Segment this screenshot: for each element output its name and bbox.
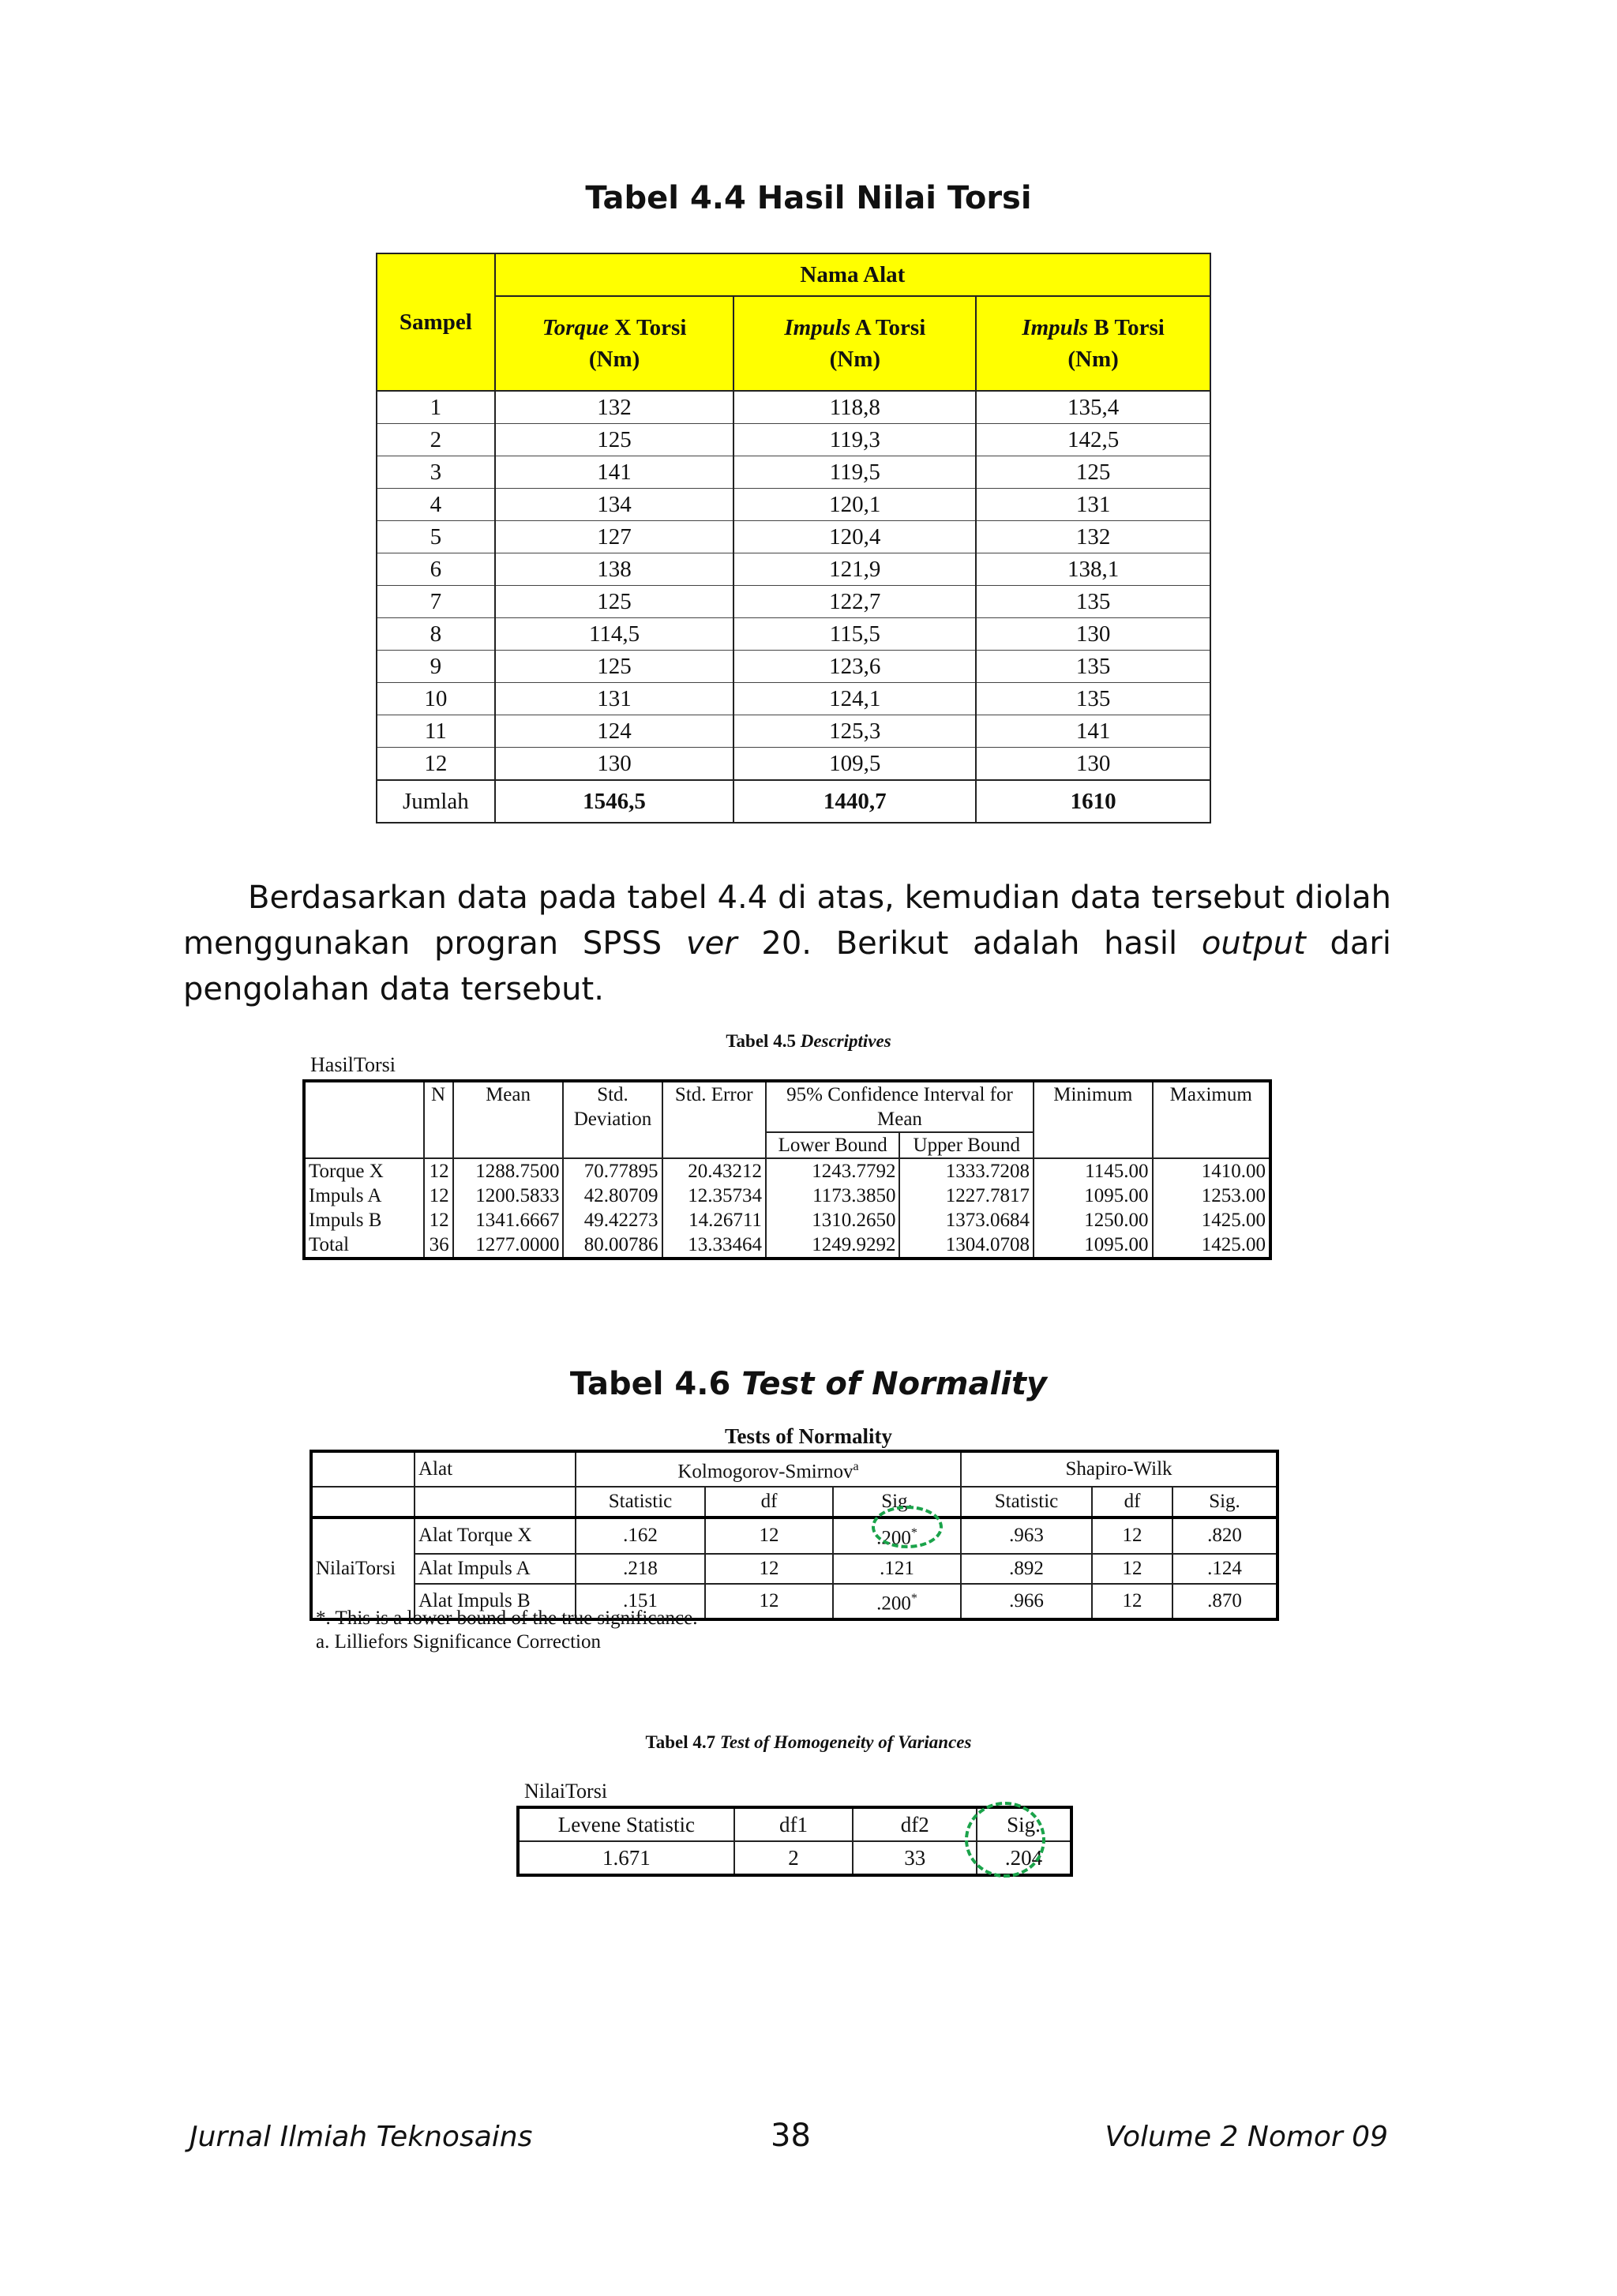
table44-cell: 127 <box>495 521 734 553</box>
table44-cell: 11 <box>377 715 495 748</box>
table44-cell: 118,8 <box>733 391 976 424</box>
table44-row <box>377 456 1210 489</box>
table44 <box>376 253 1211 823</box>
table44-cell: 1 <box>377 391 495 424</box>
t45-value-mean: 1277.0000 <box>475 1234 560 1255</box>
t46-cell: .200* <box>833 1518 961 1553</box>
t46-row-alat: Alat Torque X <box>415 1518 576 1553</box>
table44-cell: 124,1 <box>733 683 976 715</box>
body-paragraph: Berdasarkan data pada tabel 4.4 di atas, kemudian data tersebut diolah menggunakan progran SPSS ver 20. Berikut adalah hasil output dari pengolahan data tersebut. <box>183 880 1391 1007</box>
t47-df1: 2 <box>734 1841 854 1875</box>
table45 <box>302 1079 1272 1260</box>
table44-cell: 130 <box>976 618 1210 651</box>
table44-cell: 9 <box>377 651 495 683</box>
t45-value-max: 1425.00 <box>1201 1234 1266 1255</box>
table44-row <box>377 683 1210 715</box>
t45-value-max: 1410.00 <box>1201 1161 1266 1182</box>
t45-value-up: 1304.0708 <box>945 1234 1030 1255</box>
t47-h-levene: Levene Statistic <box>518 1807 734 1841</box>
t46-h-sw-df: df <box>1092 1487 1172 1518</box>
t45-h-se: Std. Error <box>662 1081 766 1158</box>
t47-df2: 33 <box>853 1841 977 1875</box>
t45-value-up: 1373.0684 <box>945 1210 1030 1231</box>
t45-col-max <box>1153 1158 1271 1259</box>
table44-cell: 114,5 <box>495 618 734 651</box>
t45-col-se <box>662 1158 766 1259</box>
table44-cell: 119,3 <box>733 424 976 456</box>
table44-cell: 125,3 <box>733 715 976 748</box>
t45-value-up: 1333.7208 <box>945 1161 1030 1182</box>
table44-sum-impuls-a: 1440,7 <box>733 780 976 823</box>
table44-cell: 125 <box>976 456 1210 489</box>
table44-cell: 132 <box>976 521 1210 553</box>
table44-cell: 125 <box>495 651 734 683</box>
footer-journal: Jurnal Ilmiah Teknosains <box>189 2121 533 2153</box>
t45-value-mean: 1288.7500 <box>475 1161 560 1182</box>
t45-value-min: 1145.00 <box>1085 1161 1149 1182</box>
t45-value-max: 1253.00 <box>1201 1185 1266 1206</box>
table44-cell: 109,5 <box>733 748 976 781</box>
table44-col-sampel: Sampel <box>377 253 495 391</box>
table44-cell: 131 <box>976 489 1210 521</box>
sig-circle-annotation <box>965 1802 1045 1878</box>
t47-h-df2: df2 <box>853 1807 977 1841</box>
t45-col-up <box>899 1158 1034 1259</box>
table46-note1: *. This is a lower bound of the true significance. <box>316 1608 698 1629</box>
t46-h-alat: Alat <box>415 1451 576 1487</box>
t45-value-lo: 1243.7792 <box>812 1161 896 1182</box>
table44-cell: 125 <box>495 424 734 456</box>
t45-h-mean: Mean <box>453 1081 564 1158</box>
table44-cell: 135 <box>976 683 1210 715</box>
table44-cell: 120,1 <box>733 489 976 521</box>
t46-row-alat: Alat Impuls A <box>415 1554 576 1584</box>
t46-cell: .966 <box>961 1584 1092 1619</box>
table46 <box>310 1450 1279 1621</box>
table44-col-impuls-a: Impuls A Torsi (Nm) <box>733 296 976 391</box>
t45-h-max: Maximum <box>1153 1081 1271 1158</box>
t45-value-n: 36 <box>429 1234 449 1255</box>
t46-cell: .963 <box>961 1518 1092 1553</box>
t45-h-upper: Upper Bound <box>899 1132 1034 1158</box>
table44-cell: 7 <box>377 586 495 618</box>
t45-col-mean <box>453 1158 564 1259</box>
t45-h-sd: Std. Deviation <box>563 1081 662 1158</box>
t45-value-mean: 1341.6667 <box>475 1210 560 1231</box>
t45-h-min: Minimum <box>1034 1081 1152 1158</box>
t45-col-lo <box>766 1158 900 1259</box>
table44-row <box>377 391 1210 424</box>
table44-row <box>377 424 1210 456</box>
footer-page-number: 38 <box>771 2118 811 2154</box>
table47-label: NilaiTorsi <box>524 1780 608 1803</box>
table44-cell: 141 <box>976 715 1210 748</box>
table44-cell: 130 <box>976 748 1210 781</box>
table44-cell: 2 <box>377 424 495 456</box>
t45-value-min: 1095.00 <box>1084 1234 1149 1255</box>
table44-col-group: Nama Alat <box>495 253 1210 296</box>
table44-cell: 142,5 <box>976 424 1210 456</box>
t47-h-sig: Sig. <box>977 1807 1071 1841</box>
t45-value-sd: 80.00786 <box>583 1234 658 1255</box>
t47-levene: 1.671 <box>518 1841 734 1875</box>
t45-value-se: 12.35734 <box>688 1185 762 1206</box>
t46-row-alat: Alat Impuls B <box>415 1584 576 1619</box>
table45-label: HasilTorsi <box>310 1053 396 1076</box>
t45-value-n: 12 <box>429 1161 449 1182</box>
t46-cell: .892 <box>961 1554 1092 1584</box>
t46-cell: 12 <box>705 1518 833 1553</box>
table44-row <box>377 748 1210 781</box>
t45-value-up: 1227.7817 <box>945 1185 1030 1206</box>
t46-h-ks-stat: Statistic <box>576 1487 705 1518</box>
t46-cell: .218 <box>576 1554 705 1584</box>
t46-h-sw-sig: Sig. <box>1172 1487 1277 1518</box>
t46-cell: 12 <box>1092 1584 1172 1619</box>
table44-cell: 141 <box>495 456 734 489</box>
table44-cell: 8 <box>377 618 495 651</box>
t46-cell: 12 <box>705 1554 833 1584</box>
t45-value-n: 12 <box>429 1210 449 1231</box>
t46-cell: .870 <box>1172 1584 1277 1619</box>
t46-cell: .820 <box>1172 1518 1277 1553</box>
table44-row <box>377 586 1210 618</box>
table44-row <box>377 521 1210 553</box>
t45-value-se: 20.43212 <box>688 1161 762 1182</box>
t46-cell: .200* <box>833 1584 961 1619</box>
table46-note2: a. Lilliefors Significance Correction <box>316 1631 601 1653</box>
table44-sum-label: Jumlah <box>377 780 495 823</box>
t45-h-ci: 95% Confidence Interval for Mean <box>766 1081 1034 1132</box>
t46-cell: .121 <box>833 1554 961 1584</box>
t46-row-group: NilaiTorsi <box>311 1518 415 1619</box>
table44-row <box>377 618 1210 651</box>
t46-h-sw-stat: Statistic <box>961 1487 1092 1518</box>
table44-cell: 138 <box>495 553 734 586</box>
t46-h-sw: Shapiro-Wilk <box>961 1451 1277 1487</box>
table44-cell: 135 <box>976 586 1210 618</box>
table44-cell: 138,1 <box>976 553 1210 586</box>
t45-value-se: 14.26711 <box>688 1210 762 1231</box>
table44-cell: 135,4 <box>976 391 1210 424</box>
table44-cell: 135 <box>976 651 1210 683</box>
table46-heading: Tabel 4.6 Test of Normality <box>569 1366 1048 1402</box>
t45-value-sd: 70.77895 <box>583 1161 658 1182</box>
table44-cell: 12 <box>377 748 495 781</box>
table44-col-impuls-b: Impuls B Torsi (Nm) <box>976 296 1210 391</box>
t45-col-min <box>1034 1158 1152 1259</box>
table46-title: Tests of Normality <box>725 1424 892 1448</box>
table44-row <box>377 489 1210 521</box>
t45-value-max: 1425.00 <box>1201 1210 1266 1231</box>
table44-sum-torque-x: 1546,5 <box>495 780 734 823</box>
t45-value-lo: 1173.3850 <box>812 1185 896 1206</box>
table44-cell: 121,9 <box>733 553 976 586</box>
t46-cell: 12 <box>1092 1518 1172 1553</box>
t45-col-sd <box>563 1158 662 1259</box>
t45-h-n: N <box>424 1081 453 1158</box>
table44-row <box>377 715 1210 748</box>
t45-h-lower: Lower Bound <box>766 1132 900 1158</box>
t45-value-sd: 49.42273 <box>583 1210 658 1231</box>
t45-value-min: 1095.00 <box>1084 1185 1149 1206</box>
table44-cell: 115,5 <box>733 618 976 651</box>
t45-col-name <box>304 1158 424 1259</box>
table47-caption: Tabel 4.7 Test of Homogeneity of Variances <box>645 1732 972 1752</box>
t47-h-df1: df1 <box>734 1807 854 1841</box>
t45-value-mean: 1200.5833 <box>475 1185 560 1206</box>
table44-row <box>377 553 1210 586</box>
t45-value-lo: 1310.2650 <box>812 1210 896 1231</box>
t45-value-se: 13.33464 <box>688 1234 762 1255</box>
t45-value-name: Impuls A <box>309 1185 382 1206</box>
t45-value-name: Impuls B <box>309 1210 382 1231</box>
table44-cell: 123,6 <box>733 651 976 683</box>
t46-h-ks-sig: Sig. <box>833 1487 961 1518</box>
table44-cell: 119,5 <box>733 456 976 489</box>
t45-value-n: 12 <box>429 1185 449 1206</box>
table44-cell: 125 <box>495 586 734 618</box>
footer-volume: Volume 2 Nomor 09 <box>1105 2121 1388 2153</box>
table44-cell: 4 <box>377 489 495 521</box>
t45-value-lo: 1249.9292 <box>812 1234 896 1255</box>
sig-circle-annotation <box>872 1506 943 1548</box>
t46-cell: .124 <box>1172 1554 1277 1584</box>
t46-h-ks-df: df <box>705 1487 833 1518</box>
table44-col-torque-x: Torque X Torsi (Nm) <box>495 296 734 391</box>
table44-cell: 131 <box>495 683 734 715</box>
table44-cell: 122,7 <box>733 586 976 618</box>
table44-cell: 10 <box>377 683 495 715</box>
t46-cell: 12 <box>1092 1554 1172 1584</box>
table44-cell: 124 <box>495 715 734 748</box>
table44-cell: 132 <box>495 391 734 424</box>
t45-value-name: Torque X <box>309 1161 384 1182</box>
table44-cell: 5 <box>377 521 495 553</box>
table44-row <box>377 651 1210 683</box>
t47-sig: .204 <box>977 1841 1071 1875</box>
t45-value-name: Total <box>309 1234 350 1255</box>
table44-cell: 134 <box>495 489 734 521</box>
table44-cell: 3 <box>377 456 495 489</box>
table44-cell: 6 <box>377 553 495 586</box>
t45-value-min: 1250.00 <box>1084 1210 1149 1231</box>
t46-cell: .162 <box>576 1518 705 1553</box>
t45-col-n <box>424 1158 453 1259</box>
t46-cell: .151 <box>576 1584 705 1619</box>
t45-value-sd: 42.80709 <box>583 1185 658 1206</box>
table44-cell: 130 <box>495 748 734 781</box>
table44-title: Tabel 4.4 Hasil Nilai Torsi <box>585 180 1032 216</box>
table45-caption: Tabel 4.5 Descriptives <box>726 1031 891 1051</box>
table44-cell: 120,4 <box>733 521 976 553</box>
t46-cell: 12 <box>705 1584 833 1619</box>
t46-h-ks: Kolmogorov-Smirnov$^a$ <box>576 1451 961 1487</box>
table44-sum-impuls-b: 1610 <box>976 780 1210 823</box>
